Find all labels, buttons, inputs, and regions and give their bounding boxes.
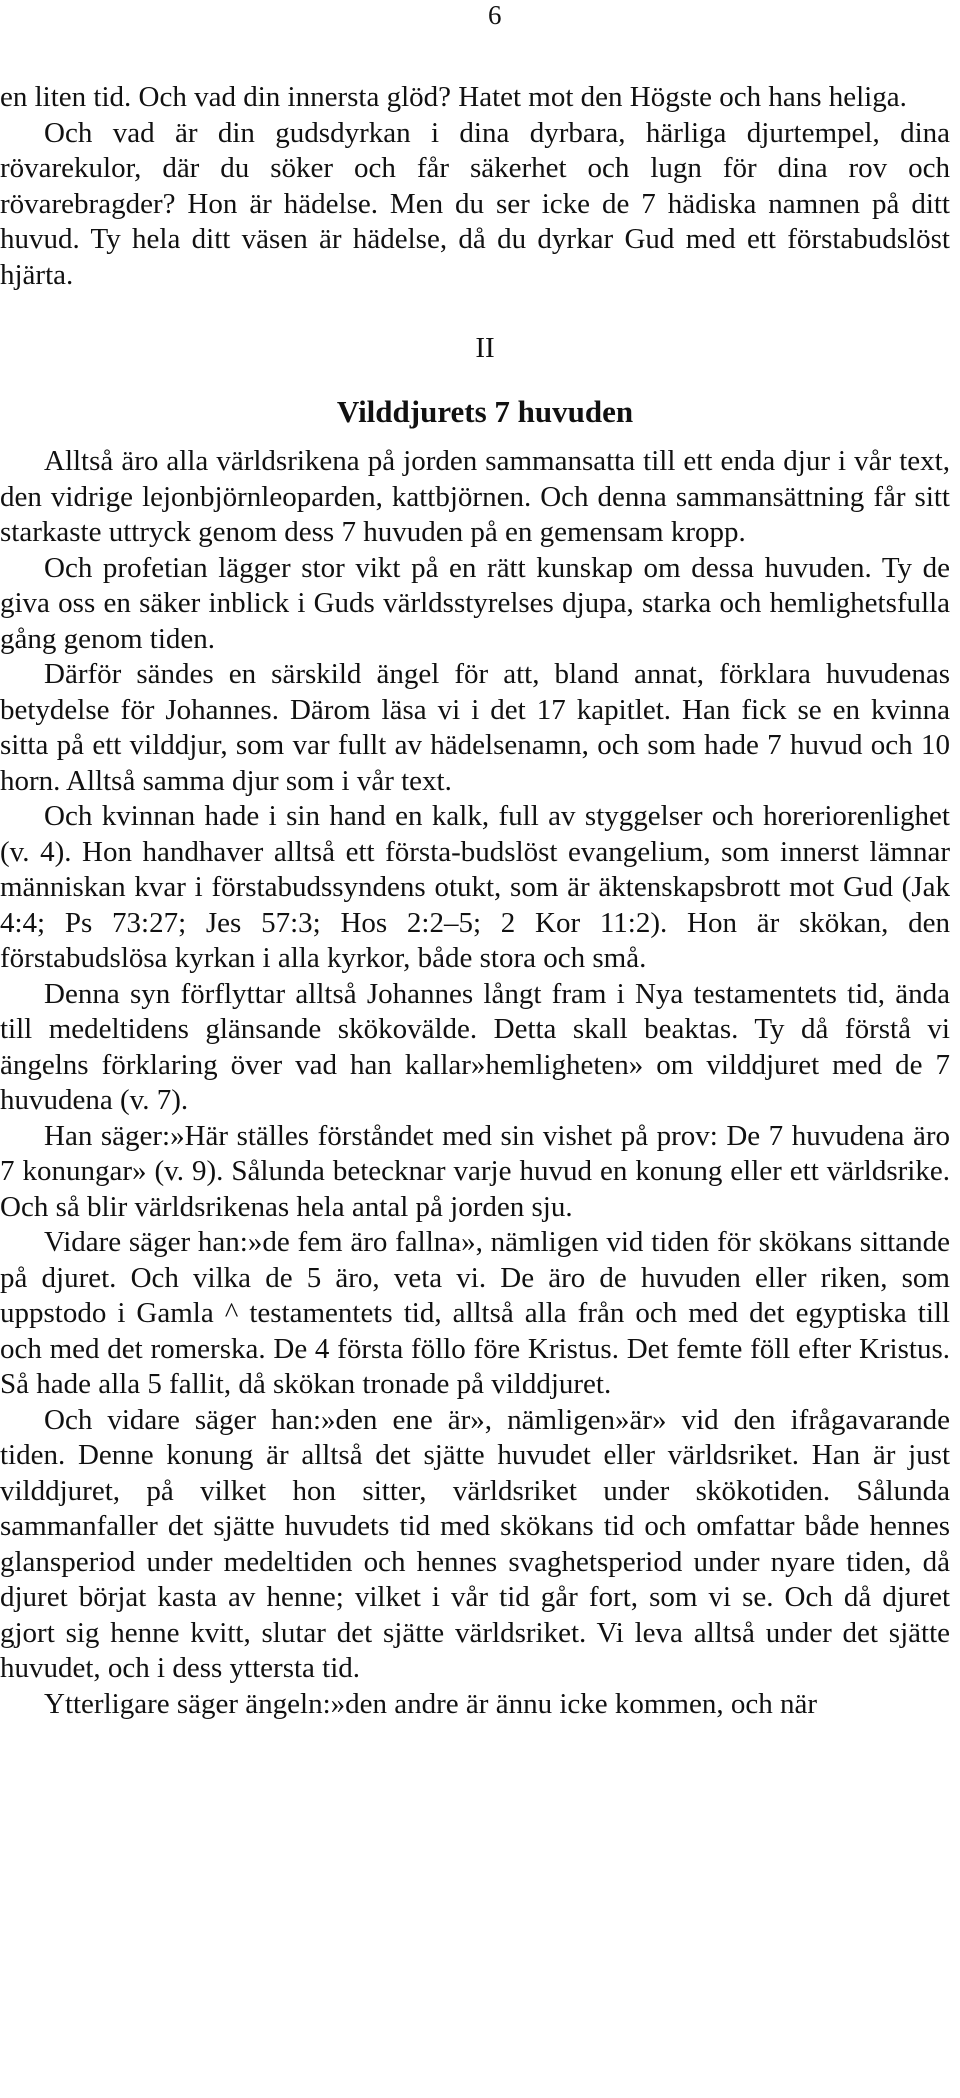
paragraph: Vidare säger han:»de fem äro fallna», nämligen vid tiden för skökans sittande på djuret. Och vilka de 5 äro, veta vi. De äro de huvuden eller riken, som uppstodo i Gamla ^ testamentets tid, alltså alla från och med det egyptiska till och med det romerska. De 4 första föllo före Kristus. Det femte föll efter Kristus. Så hade alla 5 fallit, då skökan tronade på vilddjuret. bbox=[0, 1226, 950, 1400]
section-title: Vilddjurets 7 huvuden bbox=[336, 394, 634, 429]
paragraph: Alltså äro alla världsrikena på jorden sammansatta till ett enda djur i vår text, den vidrige lejonbjörnleoparden, kattbjörnen. Och denna sammansättning får sitt starkaste uttryck genom dess 7 huvuden på en gemensam kropp. bbox=[0, 445, 950, 548]
paragraph: Därför sändes en särskild ängel för att, bland annat, förklara huvudenas betydelse för Johannes. Därom läsa vi i det 17 kapitlet. Han fick se en kvinna sitta på ett vilddjur, som var fullt av hädelsenamn, och som hade 7 huvud och 10 horn. Alltså samma djur som i vår text. bbox=[0, 658, 950, 797]
paragraph: Han säger:»Här ställes förståndet med sin vishet på prov: De 7 huvudena äro 7 konungar» (v. 9). Sålunda betecknar varje huvud en konung eller ett världsrike. Och så blir världsrikenas hela antal på jorden sju. bbox=[0, 1119, 950, 1223]
section-number: II bbox=[475, 332, 495, 364]
paragraph: Och vidare säger han:»den ene är», nämligen»är» vid den ifrågavarande tiden. Denne konung är alltså det sjätte huvudet eller världsriket. Han är just vilddjuret, på vilket hon sitter, världsriket under skökotiden. Sålunda sammanfaller det sjätte huvudets tid med skökans tid och omfattar både hennes glansperiod under medeltiden och hennes svaghetsperiod under nyare tiden, då djuret börjat kasta av henne; vilket i vår tid går fort, som vi se. Och då djuret gjort sig henne kvitt, slutar det sjätte världsriket. Vi leva alltså under det sjätte huvudet, och i dess yttersta tid. bbox=[0, 1403, 950, 1684]
paragraph: Ytterligare säger ängeln:»den andre är ännu icke kommen, och när bbox=[44, 1687, 818, 1720]
paragraph: Och kvinnan hade i sin hand en kalk, full av styggelser och horeriorenlighet (v. 4). Hon handhaver alltså ett första-budslöst evangelium, som innerst lämnar människan kvar i förstabudssyndens otukt, som är äktenskapsbrott mot Gud (Jak 4:4; Ps 73:27; Jes 57:3; Hos 2:2–5; 2 Kor 11:2). Hon är skökan, den förstabudslösa kyrkan i alla kyrkor, både stora och små. bbox=[0, 800, 950, 974]
paragraph: Och profetian lägger stor vikt på en rätt kunskap om dessa huvuden. Ty de giva oss en säker inblick i Guds världsstyrelses djupa, starka och hemlighetsfulla gång genom tiden. bbox=[0, 551, 950, 655]
document-page bbox=[0, 80, 950, 1722]
paragraph: Och vad är din gudsdyrkan i dina dyrbara, härliga djurtempel, dina rövarekulor, där du söker och får säkerhet och lugn för dina rov och rövarebragder? Hon är hädelse. Men du ser icke de 7 hädiska namnen på ditt huvud. Ty hela ditt väsen är hädelse, då du dyrkar Gud med ett förstabudslöst hjärta. bbox=[0, 116, 950, 291]
page-number: 6 bbox=[488, 0, 502, 30]
paragraph: Denna syn förflyttar alltså Johannes långt fram i Nya testamentets tid, ända till medeltidens glänsande skökovälde. Detta skall beaktas. Ty då förstå vi ängelns förklaring över vad han kallar»hemligheten» om vilddjuret med de 7 huvudena (v. 7). bbox=[0, 977, 950, 1116]
paragraph: en liten tid. Och vad din innersta glöd? Hatet mot den Högste och hans heliga. bbox=[0, 81, 907, 113]
